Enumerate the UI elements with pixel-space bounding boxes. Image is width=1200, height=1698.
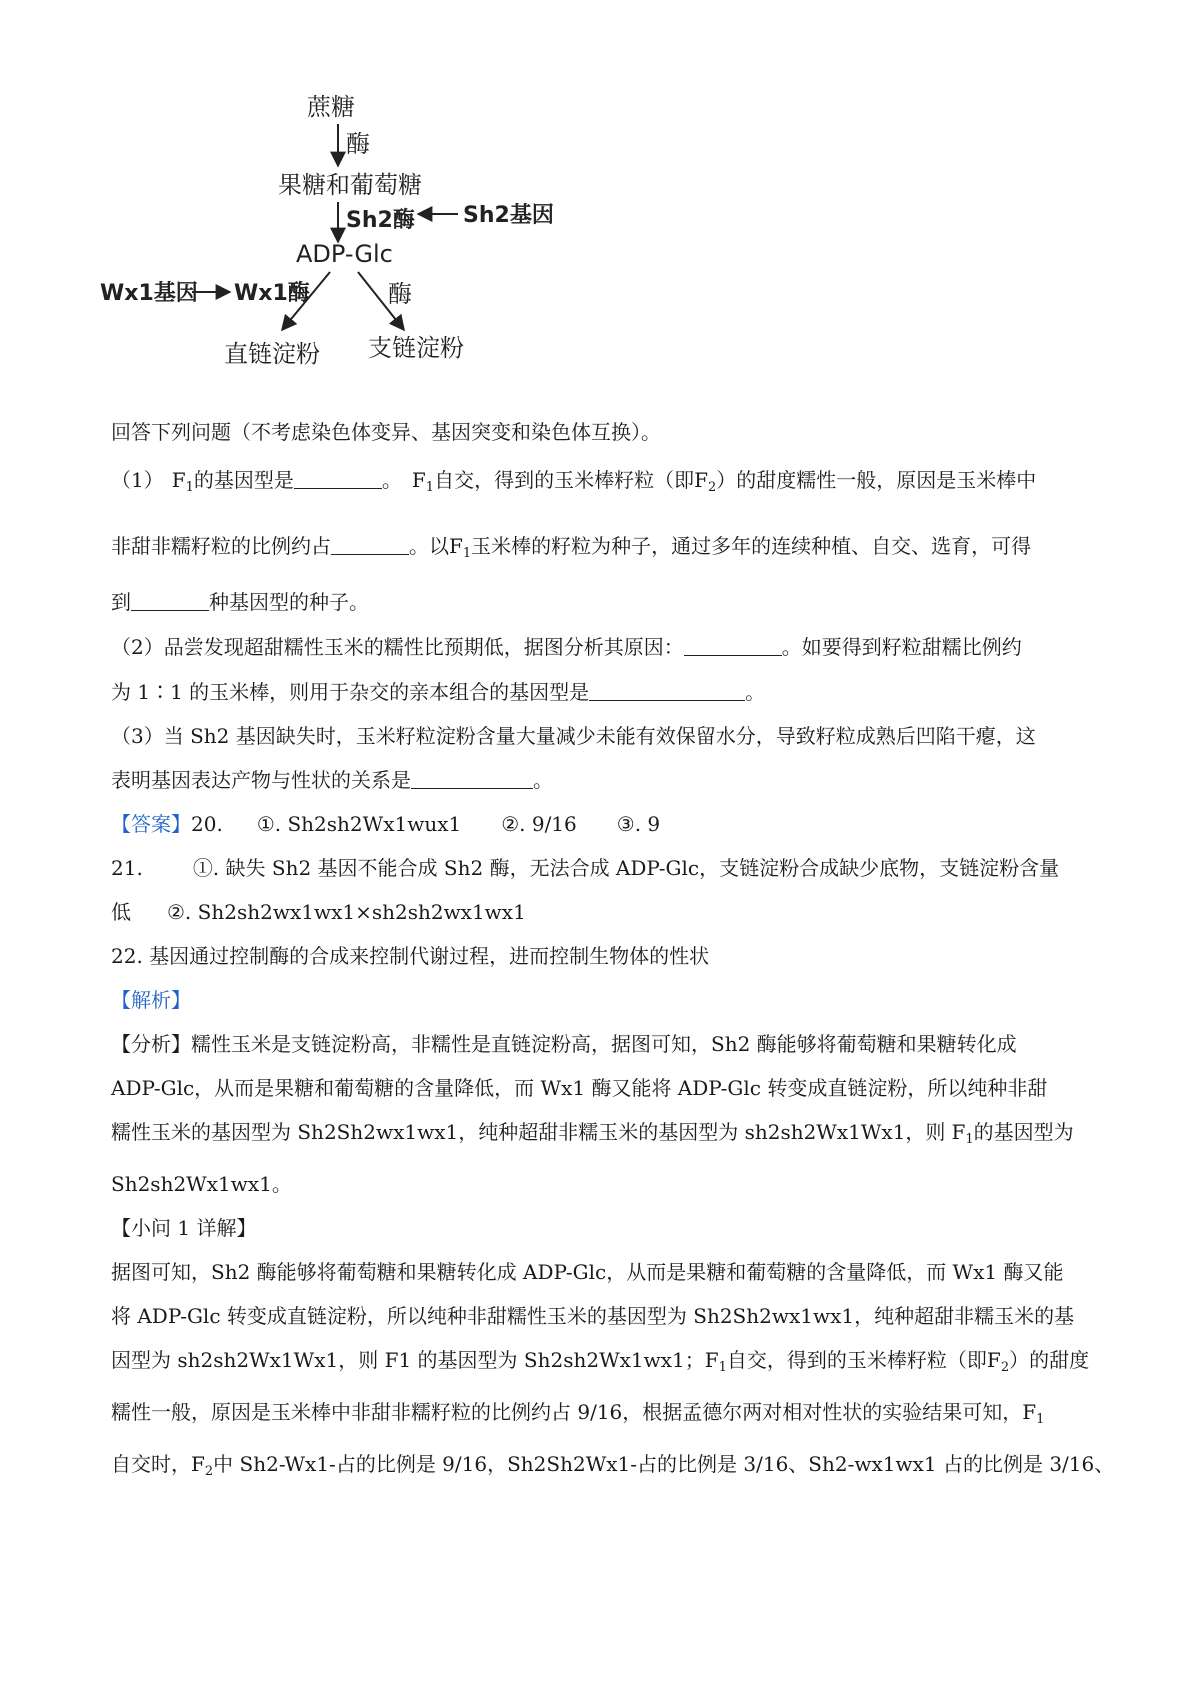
- detail-text: 自交，得到的玉米棒籽粒（即: [726, 1348, 987, 1372]
- answer-20: [111, 810, 1111, 838]
- analysis-line-2: ADP-Glc，从而是果糖和葡萄糖的含量降低，而 Wx1 酶又能将 ADP-Glc 转变成直链淀粉，所以纯种非甜: [111, 1076, 1048, 1100]
- detail-line-4: [111, 1398, 1111, 1434]
- detail-line-5: [111, 1450, 1115, 1486]
- f-subscript: 1: [462, 546, 472, 561]
- analysis-line-1: [111, 1030, 1111, 1058]
- q2-line-1: [111, 633, 1111, 661]
- q1-blank-1[interactable]: [294, 468, 382, 489]
- f-symbol: F: [986, 1348, 1001, 1372]
- q1-text: 非甜非糯籽粒的比例约占: [111, 534, 331, 558]
- f-subscript: 1: [425, 480, 435, 495]
- q1-text: 到: [111, 590, 131, 614]
- q3-text: 。: [533, 768, 553, 792]
- detail-text: 自交时，: [111, 1452, 191, 1476]
- f-subscript: 2: [204, 1464, 214, 1479]
- f-subscript: 1: [1036, 1412, 1045, 1427]
- detail-text: 糯性一般，原因是玉米棒中非甜非糯籽粒的比例约占 9/16，根据孟德尔两对相对性状的实验结果可知，: [111, 1400, 1023, 1424]
- analysis-text: 的基因型为: [973, 1120, 1074, 1144]
- analysis-label: 【解析】: [111, 988, 191, 1012]
- q1-text: 自交，得到的玉米棒籽粒（即: [434, 468, 695, 492]
- f-symbol: F: [951, 1120, 966, 1144]
- q1-text: 的基因型是: [193, 468, 294, 492]
- q1-blank-3[interactable]: [131, 590, 209, 611]
- answer-21-part1-cont: 低: [111, 900, 131, 924]
- enzyme-label-1: 酶: [346, 130, 370, 158]
- answer-21-part2: ②. Sh2sh2wx1wx1×sh2sh2wx1wx1: [167, 900, 526, 924]
- f-subscript: 2: [1000, 1360, 1010, 1375]
- q1-text: 。以: [409, 534, 449, 558]
- q1-text: 玉米棒的籽粒为种子，通过多年的连续种植、自交、选育，可得: [471, 534, 1032, 558]
- analysis-text: 糯性玉米是支链淀粉高，非糯性是直链淀粉高，据图可知，Sh2 酶能够将葡萄糖和果糖转化成: [191, 1032, 1017, 1056]
- f-symbol: F: [171, 468, 186, 492]
- q1-blank-2[interactable]: [331, 534, 409, 555]
- q3-line-1: （3）当 Sh2 基因缺失时，玉米籽粒淀粉含量大量减少未能有效保留水分，导致籽粒成熟后凹陷干瘪，这: [111, 724, 1036, 748]
- q1-line-2: [111, 532, 1111, 568]
- f-symbol: F: [449, 534, 463, 558]
- amylose-label: 直链淀粉: [224, 340, 320, 368]
- f-symbol: F: [191, 1452, 205, 1476]
- answer-20-part2: ②. 9/16: [501, 812, 577, 836]
- fenxi-label: 【分析】: [111, 1032, 191, 1056]
- answer-label: 【答案】: [111, 812, 191, 836]
- q1-num: （1）: [111, 468, 164, 492]
- q1-text: 。: [381, 468, 402, 492]
- detail-line-2: 将 ADP-Glc 转变成直链淀粉，所以纯种非甜糯性玉米的基因型为 Sh2Sh2wx1wx1，纯种超甜非糯玉米的基: [111, 1304, 1075, 1328]
- answer-21-cont: [111, 898, 1111, 926]
- detail-text: ）的甜度: [1009, 1348, 1090, 1372]
- sh2-gene-label: Sh2基因: [463, 203, 554, 228]
- document-body: [111, 418, 1115, 1486]
- detail-line-1: 据图可知，Sh2 酶能够将葡萄糖和果糖转化成 ADP-Glc，从而是果糖和葡萄糖的含量降低，而 Wx1 酶又能: [111, 1260, 1064, 1284]
- f-symbol: F: [411, 468, 426, 492]
- f-subscript: 1: [185, 480, 194, 495]
- f-subscript: 2: [707, 480, 717, 495]
- analysis-line-3: [111, 1118, 1111, 1154]
- answer-21-num: 21.: [111, 856, 143, 880]
- f-symbol: F: [704, 1348, 719, 1372]
- q1-line-1: [111, 466, 1111, 502]
- amylopectin-label: 支链淀粉: [368, 334, 464, 362]
- answer-20-part1: ①. Sh2sh2Wx1wux1: [256, 812, 462, 836]
- f-subscript: 1: [965, 1132, 974, 1147]
- q3-blank-1[interactable]: [411, 768, 533, 789]
- q3-text: 表明基因表达产物与性状的关系是: [111, 768, 411, 792]
- q2-blank-1[interactable]: [684, 635, 782, 656]
- detail-text: 中 Sh2-Wx1-占的比例是 9/16，Sh2Sh2Wx1-占的比例是 3/16、Sh2-wx1wx1 占的比例是 3/16、: [213, 1452, 1115, 1476]
- sucrose-label: 蔗糖: [307, 93, 355, 121]
- answer-20-part3: ③. 9: [616, 812, 661, 836]
- q2-blank-2[interactable]: [589, 680, 745, 701]
- answer-22: 22. 基因通过控制酶的合成来控制代谢过程，进而控制生物体的性状: [111, 944, 710, 968]
- adp-glc-label: ADP-Glc: [296, 240, 393, 268]
- question-intro: 回答下列问题（不考虑染色体变异、基因突变和染色体互换）。: [111, 420, 661, 444]
- answer-21: [111, 854, 1111, 882]
- wx1-enzyme-label: Wx1酶: [234, 281, 310, 306]
- analysis-line-4: Sh2sh2Wx1wx1。: [111, 1172, 292, 1196]
- q2-text: 为 1∶1 的玉米棒，则用于杂交的亲本组合的基因型是: [111, 680, 590, 704]
- detail-text: 因型为 sh2sh2Wx1Wx1，则 F1 的基因型为 Sh2sh2Wx1wx1；: [111, 1348, 705, 1372]
- q1-text: 种基因型的种子。: [209, 590, 369, 614]
- q2-text: 。如要得到籽粒甜糯比例约: [781, 635, 1022, 659]
- sh2-enzyme-label: Sh2酶: [346, 208, 415, 233]
- q1-line-3: [111, 588, 1111, 616]
- enzyme-label-2: 酶: [388, 280, 412, 308]
- wx1-gene-label: Wx1基因: [100, 281, 198, 306]
- q2-text: 。: [745, 680, 766, 704]
- sub-question-1-label: 【小问 1 详解】: [111, 1216, 257, 1240]
- answer-21-part1: ①. 缺失 Sh2 基因不能合成 Sh2 酶，无法合成 ADP-Glc，支链淀粉合成缺少底物，支链淀粉含量: [192, 856, 1060, 880]
- f-subscript: 1: [718, 1360, 727, 1375]
- f-symbol: F: [694, 468, 708, 492]
- q3-line-2: [111, 766, 1111, 794]
- fructose-glucose-label: 果糖和葡萄糖: [278, 171, 422, 199]
- q1-text: ）的甜度糯性一般，原因是玉米棒中: [716, 468, 1037, 492]
- analysis-text: 糯性玉米的基因型为 Sh2Sh2wx1wx1，纯种超甜非糯玉米的基因型为 sh2sh2Wx1Wx1，则: [111, 1120, 946, 1144]
- q2-line-2: [111, 678, 1111, 706]
- starch-pathway-diagram: [100, 90, 620, 410]
- answer-20-num: 20.: [191, 812, 223, 836]
- q2-text: （2）品尝发现超甜糯性玉米的糯性比预期低，据图分析其原因：: [111, 635, 684, 659]
- detail-line-3: [111, 1346, 1111, 1382]
- f-symbol: F: [1022, 1400, 1037, 1424]
